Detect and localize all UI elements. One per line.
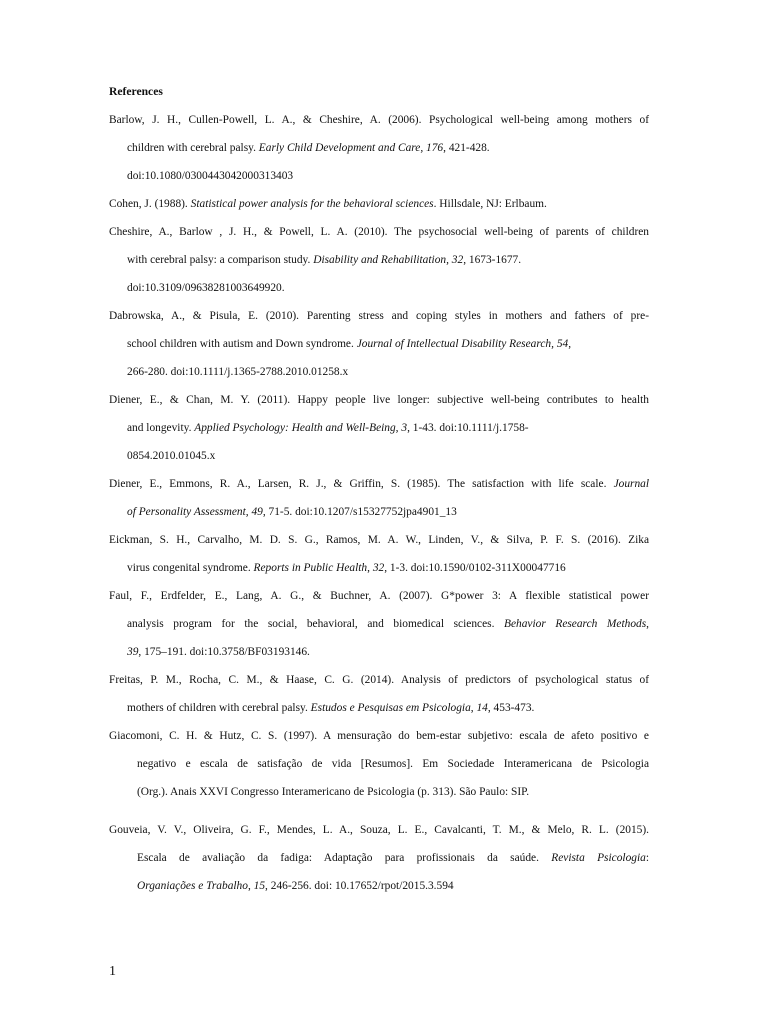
page-number: 1 [109,964,116,979]
reference-italic-text: Early Child Development and Care, 176 [258,142,444,154]
reference-italic-text: of Personality Assessment, 49 [127,506,263,518]
reference-line [127,616,649,632]
reference-line [109,392,649,408]
reference-italic-text: Journal of Intellectual Disability Research, 54 [356,338,569,350]
reference-text: Faul, F., Erdfelder, E., Lang, A. G., & Buchner, A. (2007). G*power 3: A flexible statistical power [109,590,649,602]
reference-text: Dabrowska, A., & Pisula, E. (2010). Parenting stress and coping styles in mothers and fathers of pre- [109,310,649,322]
reference-text: (Org.). Anais XXVI Congresso Interamericano de Psicologia (p. 313). São Paulo: SIP. [137,786,530,798]
reference-text: , [247,880,254,892]
reference-text: Barlow, J. H., Cullen-Powell, L. A., & Cheshire, A. (2006). Psychological well-being among mothers of [109,114,649,126]
reference-line [127,364,348,380]
reference-italic-text: Behavior Research Methods [504,618,647,630]
reference-text: and longevity. [127,422,195,434]
reference-text: , 71-5. doi:10.1207/s15327752jpa4901_13 [262,506,457,518]
reference-text: virus congenital syndrome. [127,562,254,574]
reference-text: Diener, E., & Chan, M. Y. (2011). Happy people live longer: subjective well-being contributes to health [109,394,649,406]
reference-line [109,476,649,492]
reference-line [127,140,490,156]
reference-text: Cohen, J. (1988). [109,198,191,210]
reference-text: Eickman, S. H., Carvalho, M. D. S. G., Ramos, M. A. W., Linden, V., & Silva, P. F. S. (2016). Zika [109,534,649,546]
reference-line [127,420,529,436]
reference-text: , [367,562,373,574]
reference-text: , 1-3. doi:10.1590/0102-311X00047716 [384,562,566,574]
reference-text: , 1-43. doi:10.1111/j.1758- [407,422,529,434]
reference-text: , 453-473. [487,702,535,714]
reference-line [109,822,649,838]
reference-line [127,448,215,464]
reference-text: , 175–191. doi:10.3758/BF03193146. [138,646,310,658]
reference-line [137,878,454,894]
reference-line [109,728,649,744]
reference-text: Freitas, P. M., Rocha, C. M., & Haase, C. G. (2014). Analysis of predictors of psychological status of [109,674,649,686]
reference-italic-text: Reports in Public Health [253,562,368,574]
reference-line [127,280,285,296]
reference-text: doi:10.3109/09638281003649920. [127,282,285,294]
reference-line [137,850,649,866]
reference-italic-text: 15 [253,880,266,892]
reference-text: : [645,852,649,864]
reference-text: 266-280. doi:10.1111/j.1365-2788.2010.01258.x [127,366,349,378]
reference-line [127,168,293,184]
reference-line [127,700,534,716]
reference-line [127,504,457,520]
reference-line [127,252,521,268]
reference-text: , [646,618,650,630]
reference-italic-text: 39 [127,646,139,658]
reference-text: Diener, E., Emmons, R. A., Larsen, R. J., & Griffin, S. (1985). The satisfaction with life scale. [109,478,614,490]
reference-line [109,588,649,604]
reference-line [127,644,310,660]
reference-text: children with cerebral palsy. [127,142,259,154]
reference-text: school children with autism and Down syndrome. [127,338,357,350]
reference-italic-text: Journal [613,478,649,490]
reference-text: Cheshire, A., Barlow , J. H., & Powell, L. A. (2010). The psychosocial well-being of parents of children [109,226,649,238]
reference-text: Giacomoni, C. H. & Hutz, C. S. (1997). A mensuração do bem-estar subjetivo: escala de afeto positivo e [109,730,649,742]
reference-text: , [568,338,572,350]
reference-italic-text: Applied Psychology: Health and Well-Being, 3 [194,422,408,434]
reference-text: mothers of children with cerebral palsy. [127,702,311,714]
reference-text: negativo e escala de satisfação de vida [Resumos]. Em Sociedade Interamericana de Psicologia [137,758,649,770]
reference-text: 0854.2010.01045.x [127,450,216,462]
reference-line [109,672,649,688]
reference-text: , 421-428. [443,142,490,154]
reference-italic-text: Statistical power analysis for the behavioral sciences [190,198,434,210]
reference-text: , [470,702,477,714]
reference-text: doi:10.1080/0300443042000313403 [127,170,294,182]
reference-line [109,196,547,212]
reference-italic-text: Disability and Rehabilitation, 32 [313,254,464,266]
reference-italic-text: 14 [476,702,488,714]
reference-line [127,336,571,352]
reference-italic-text: 32 [372,562,385,574]
references-heading: References [109,85,163,98]
reference-text: , 246-256. doi: 10.17652/rpot/2015.3.594 [265,880,454,892]
reference-line [109,308,649,324]
reference-line [109,224,649,240]
reference-text: , 1673-1677. [463,254,522,266]
reference-text: analysis program for the social, behavioral, and biomedical sciences. [127,618,505,630]
reference-line [127,560,566,576]
reference-line [137,756,649,772]
reference-line [137,784,529,800]
reference-italic-text: Organiações e Trabalho [137,880,248,892]
reference-italic-text: Revista Psicologia [551,852,646,864]
reference-text: . Hillsdale, NJ: Erlbaum. [433,198,547,210]
reference-line [109,532,649,548]
reference-italic-text: Estudos e Pesquisas em Psicologia [310,702,471,714]
reference-text: Gouveia, V. V., Oliveira, G. F., Mendes, L. A., Souza, L. E., Cavalcanti, T. M., & Melo, R. L. (2015). [109,824,649,836]
reference-text: with cerebral palsy: a comparison study. [127,254,314,266]
reference-line [109,112,649,128]
reference-text: Escala de avaliação da fadiga: Adaptação para profissionais da saúde. [137,852,552,864]
